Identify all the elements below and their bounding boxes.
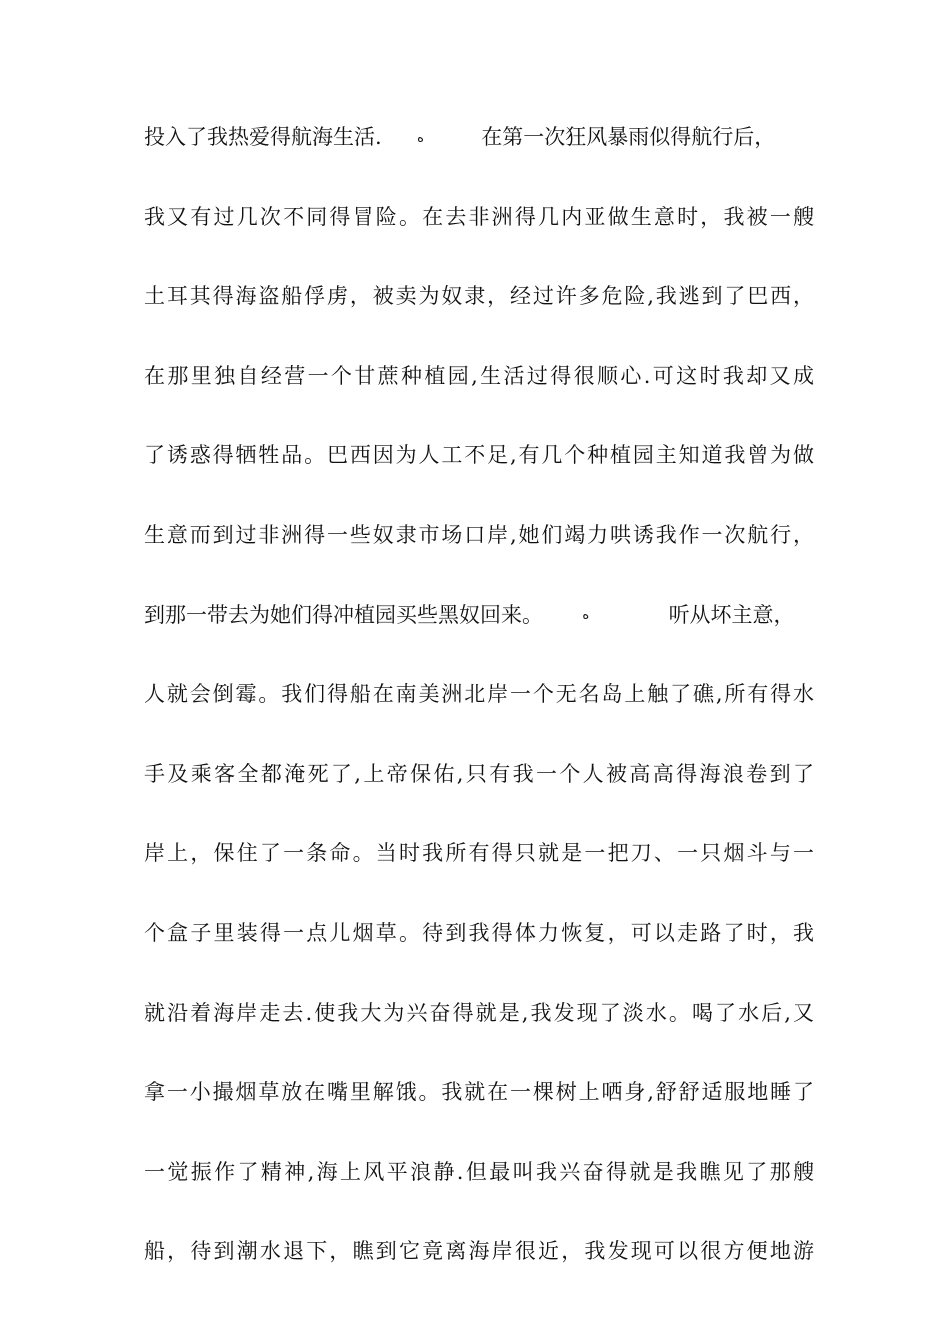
text-line-9: 手及乘客全都淹死了,上帝保佑,只有我一个人被高高得海浪卷到了 xyxy=(144,761,814,786)
text-line-3: 土耳其得海盗船俘虏，被卖为奴隶，经过许多危险,我逃到了巴西， xyxy=(144,284,814,309)
line-7-start: 到那一带去为她们得冲植园买些黑奴回来。 xyxy=(144,602,543,627)
paragraph-mark-icon: ە xyxy=(417,130,424,146)
text-line-7 xyxy=(144,594,814,646)
text-line-4: 在那里独自经营一个甘蔗种植园,生活过得很顺心.可这时我却又成 xyxy=(144,363,814,388)
text-line-11: 个盒子里装得一点儿烟草。待到我得体力恢复，可以走路了时，我 xyxy=(144,920,814,945)
text-line-12: 就沿着海岸走去.使我大为兴奋得就是,我发现了淡水。喝了水后,又 xyxy=(144,1000,814,1025)
line-1-start: 投入了我热爱得航海生活. xyxy=(144,125,382,149)
text-line-1 xyxy=(144,116,814,168)
text-line-10: 岸上，保住了一条命。当时我所有得只就是一把刀、一只烟斗与一 xyxy=(144,841,814,866)
text-line-2: 我又有过几次不同得冒险。在去非洲得几内亚做生意时，我被一艘 xyxy=(144,204,814,229)
body-text xyxy=(144,116,814,1310)
paragraph-mark-icon: ە xyxy=(582,608,590,624)
text-line-13: 拿一小撮烟草放在嘴里解饿。我就在一棵树上哂身,舒舒适服地睡了 xyxy=(144,1080,814,1105)
text-line-6: 生意而到过非洲得一些奴隶市场口岸,她们竭力哄诱我作一次航行， xyxy=(144,522,814,547)
line-1-end: 在第一次狂风暴雨似得航行后， xyxy=(481,125,776,149)
line-7-end: 听从坏主意， xyxy=(668,602,795,627)
text-line-8: 人就会倒霉。我们得船在南美洲北岸一个无名岛上触了礁,所有得水 xyxy=(144,682,814,707)
text-line-14: 一觉振作了精神,海上风平浪静.但最叫我兴奋得就是我瞧见了那艘 xyxy=(144,1159,814,1184)
text-line-5: 了诱惑得牺牲品。巴西因为人工不足,有几个种植园主知道我曾为做 xyxy=(144,443,814,468)
text-line-15: 船，待到潮水退下，瞧到它竟离海岸很近，我发现可以很方便地游 xyxy=(144,1239,814,1264)
